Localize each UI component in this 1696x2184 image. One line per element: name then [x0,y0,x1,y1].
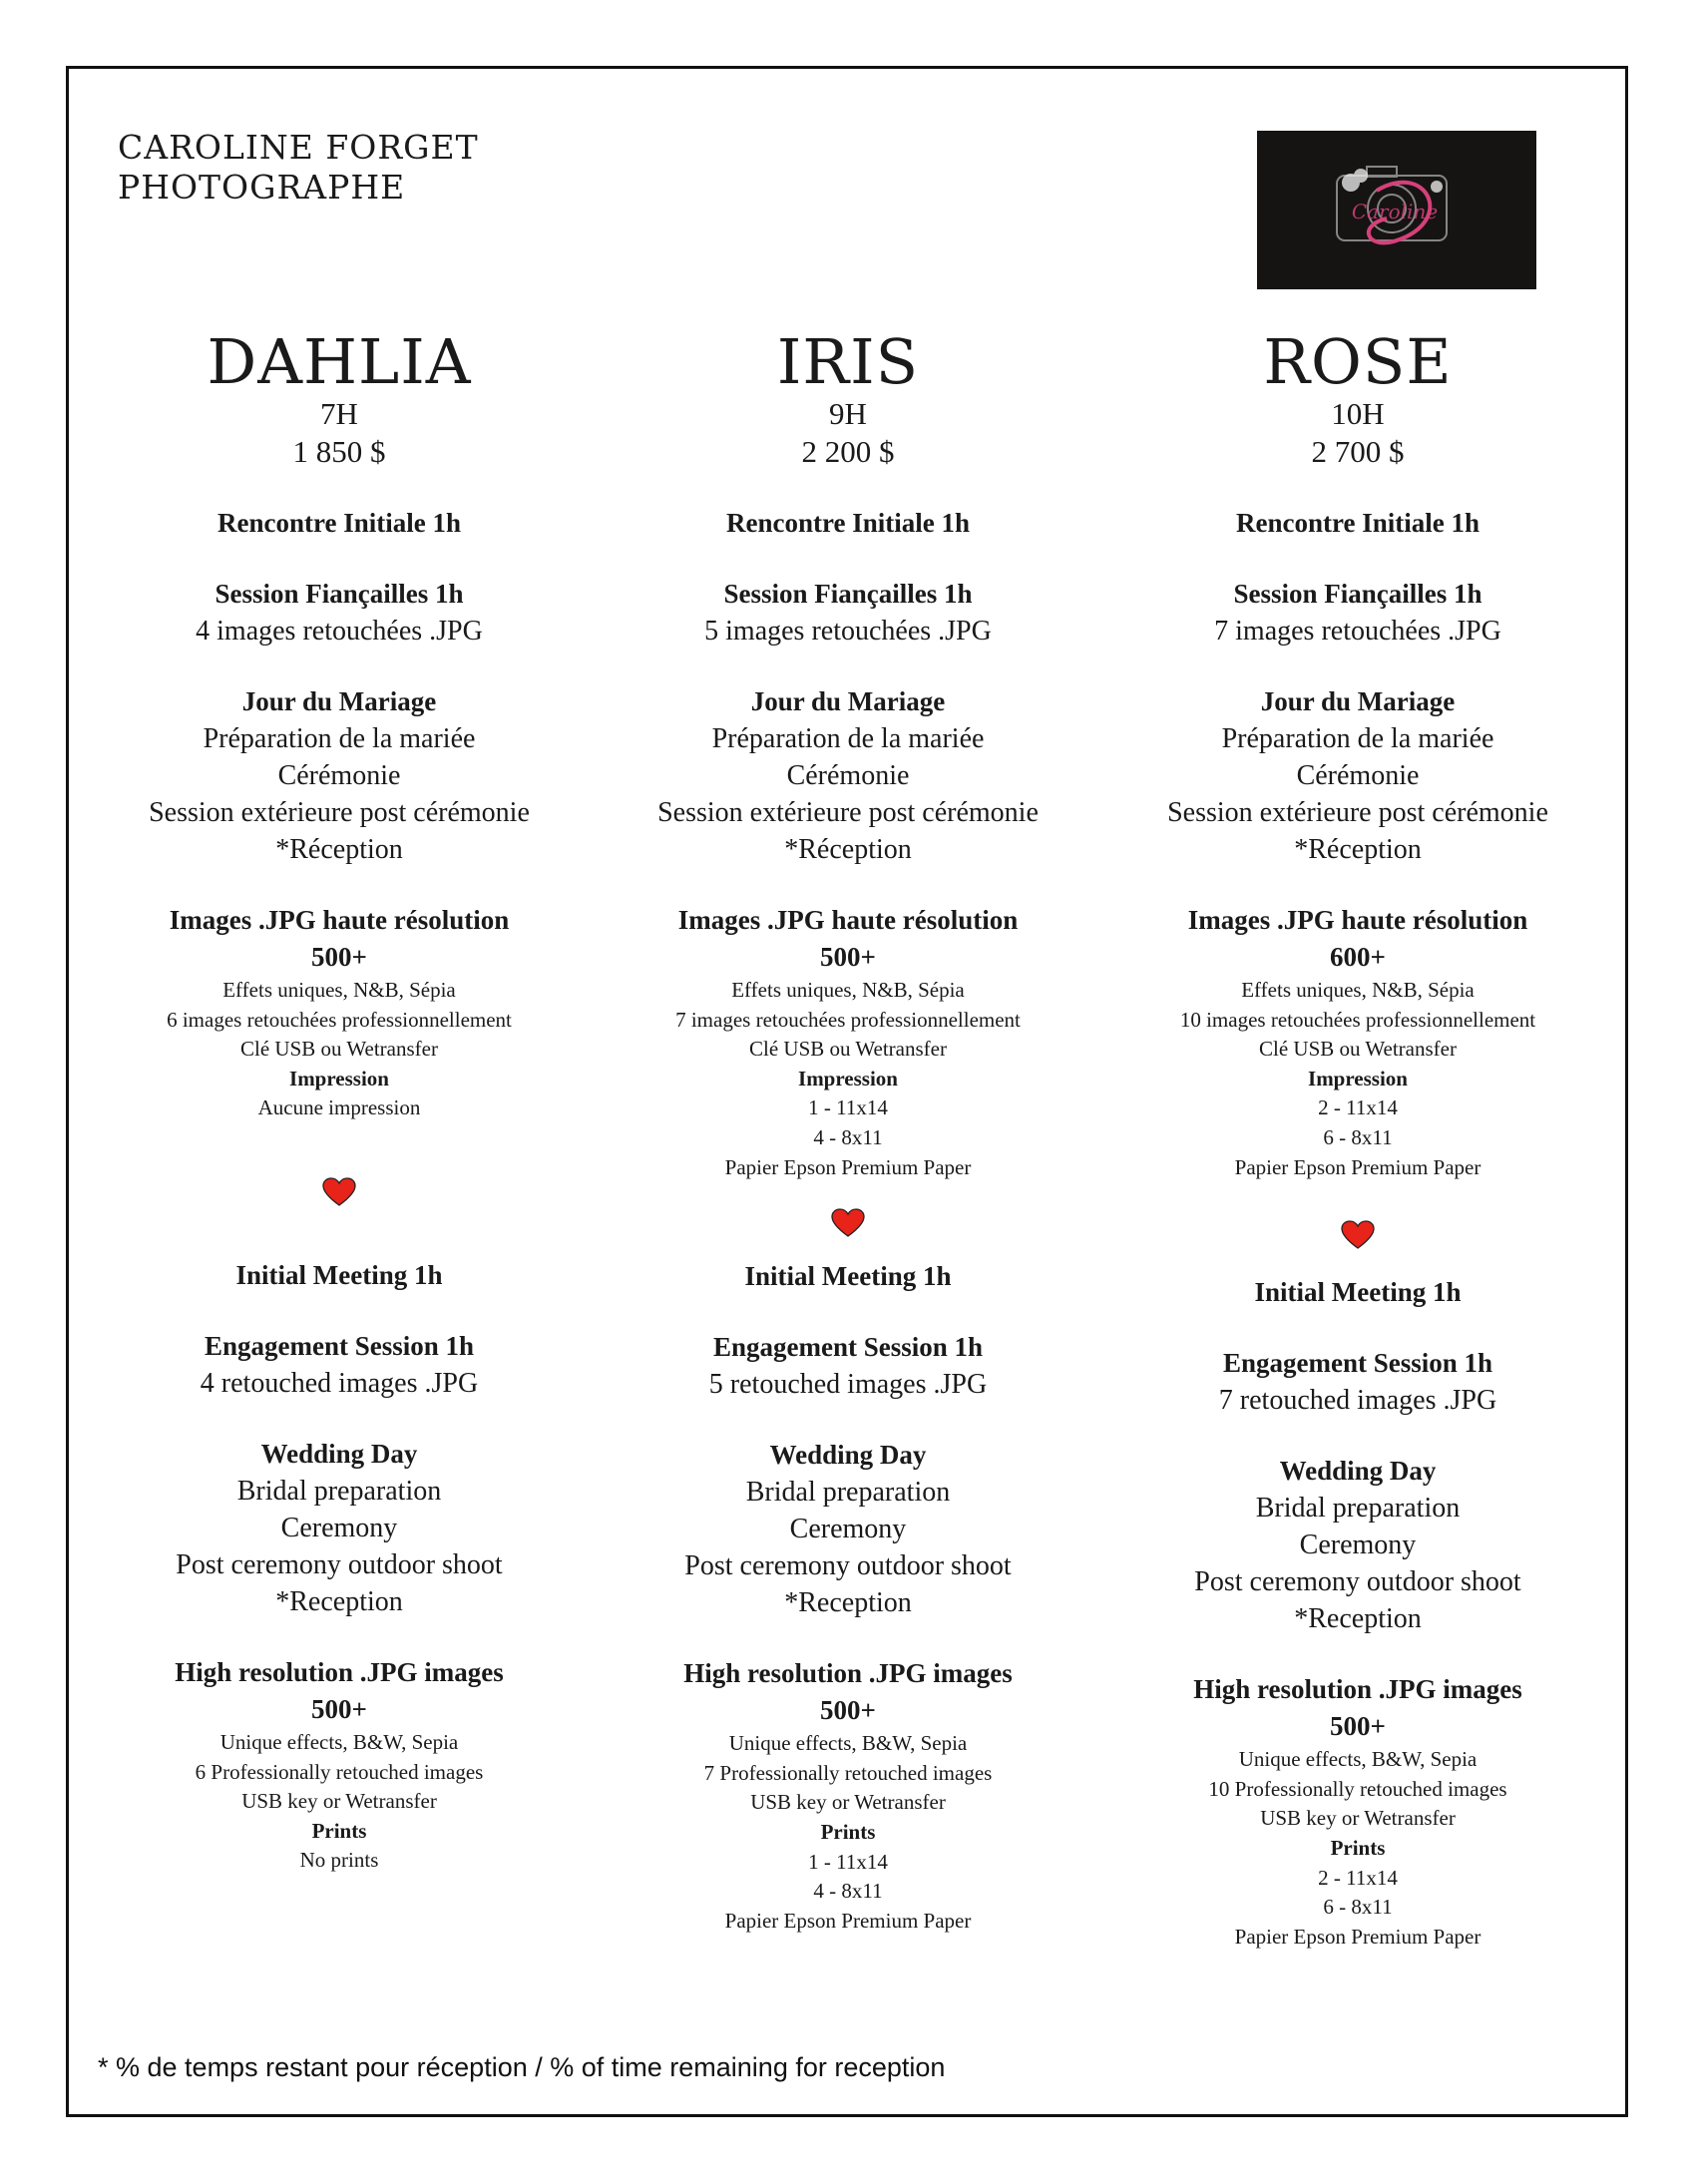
fr-print: 1 - 11x14 [808,1095,888,1120]
fr-images-title: Images .JPG haute résolution [1187,905,1528,935]
en-detail: USB key or Wetransfer [1260,1806,1456,1831]
fr-day-item: Session extérieure post cérémonie [657,797,1039,828]
fr-print: Papier Epson Premium Paper [1234,1154,1482,1179]
en-print: 2 - 11x14 [1318,1865,1398,1890]
fr-day-item: Préparation de la mariée [203,723,476,754]
en-detail: Unique effects, B&W, Sepia [219,1729,459,1754]
en-engagement-images: 4 retouched images .JPG [200,1367,479,1399]
package-name: IRIS [776,325,920,398]
fr-detail: Effets uniques, N&B, Sépia [1241,978,1475,1002]
fr-detail: Effets uniques, N&B, Sépia [222,978,456,1002]
fr-day-title: Jour du Mariage [241,686,437,716]
package-price: 2 700 $ [1311,434,1405,469]
en-detail: Unique effects, B&W, Sepia [728,1731,968,1756]
en-detail: 7 Professionally retouched images [703,1760,993,1785]
fr-print-title: Impression [289,1066,389,1091]
heart-icon [60,1177,619,1207]
en-print: 6 - 8x11 [1323,1895,1393,1920]
en-meeting: Initial Meeting 1h [744,1261,952,1292]
fr-print-title: Impression [798,1066,898,1091]
fr-detail: Clé USB ou Wetransfer [749,1037,947,1062]
en-images-count: 500+ [311,1693,367,1724]
heart-icon [1078,1220,1637,1250]
heart-icon [569,1208,1127,1238]
en-day-item: Bridal preparation [745,1477,951,1509]
en-detail: Unique effects, B&W, Sepia [1238,1747,1478,1772]
fr-print: 4 - 8x11 [813,1124,883,1149]
fr-day-item: Préparation de la mariée [711,723,985,754]
en-detail: 10 Professionally retouched images [1208,1776,1507,1801]
package-dahlia [60,325,619,1876]
en-images-count: 500+ [1330,1711,1386,1742]
en-print: Papier Epson Premium Paper [724,1908,972,1933]
en-images-title: High resolution .JPG images [175,1656,504,1687]
en-detail: 6 Professionally retouched images [195,1759,484,1784]
svg-text:Caroline: Caroline [1351,200,1439,223]
fr-print-title: Impression [1308,1066,1408,1091]
en-images-count: 500+ [820,1695,876,1726]
fr-detail: 10 images retouchées professionnellement [1179,1007,1536,1032]
fr-engagement-title: Session Fiançailles 1h [214,579,464,609]
en-print-title: Prints [1330,1835,1386,1860]
fr-print: Aucune impression [257,1095,421,1120]
logo [1257,131,1536,289]
fr-day-item: *Réception [1294,834,1422,865]
brand-line-1: CAROLINE FORGET [118,128,479,167]
fr-day-title: Jour du Mariage [750,686,946,716]
fr-engagement-title: Session Fiançailles 1h [723,579,973,609]
package-hours: 7H [320,396,358,431]
en-detail: USB key or Wetransfer [241,1789,437,1814]
fr-detail: Effets uniques, N&B, Sépia [731,978,965,1002]
fr-engagement-title: Session Fiançailles 1h [1233,579,1483,609]
package-name: DAHLIA [207,325,472,398]
fr-images-title: Images .JPG haute résolution [169,905,510,935]
en-day-title: Wedding Day [260,1438,418,1469]
en-print: Papier Epson Premium Paper [1234,1924,1482,1949]
fr-detail: 6 images retouchées professionnellement [167,1007,512,1032]
footnote: * % de temps restant pour réception / % of time remaining for reception [98,2052,946,2082]
en-day-item: *Reception [1294,1603,1422,1635]
fr-print: Papier Epson Premium Paper [724,1154,972,1179]
package-hours: 10H [1331,396,1385,431]
en-day-item: *Reception [275,1585,403,1617]
package-iris [569,325,1127,1936]
fr-images-count: 600+ [1330,942,1386,972]
fr-print: 6 - 8x11 [1323,1124,1393,1149]
en-day-item: Post ceremony outdoor shoot [684,1550,1012,1582]
fr-detail: Clé USB ou Wetransfer [240,1037,438,1062]
en-print-title: Prints [311,1818,367,1843]
en-day-item: Ceremony [789,1514,907,1545]
en-day-title: Wedding Day [769,1440,927,1471]
en-print: 4 - 8x11 [813,1879,883,1904]
en-day-item: Bridal preparation [236,1475,442,1507]
en-day-item: Bridal preparation [1255,1493,1461,1525]
fr-meeting: Rencontre Initiale 1h [217,508,461,538]
package-hours: 9H [829,396,867,431]
en-images-title: High resolution .JPG images [1193,1674,1522,1705]
fr-day-item: Session extérieure post cérémonie [1167,797,1548,828]
fr-meeting: Rencontre Initiale 1h [1236,508,1480,538]
en-engagement-title: Engagement Session 1h [1222,1348,1493,1379]
en-day-title: Wedding Day [1279,1456,1437,1487]
en-day-item: Post ceremony outdoor shoot [1194,1566,1521,1598]
fr-meeting: Rencontre Initiale 1h [726,508,970,538]
en-meeting: Initial Meeting 1h [235,1259,443,1290]
package-rose [1078,325,1637,1952]
fr-engagement-images: 7 images retouchées .JPG [1214,616,1501,647]
fr-images-count: 500+ [820,942,876,972]
fr-images-count: 500+ [311,942,367,972]
en-images-title: High resolution .JPG images [683,1658,1013,1689]
fr-day-item: *Réception [784,834,912,865]
en-engagement-images: 7 retouched images .JPG [1218,1385,1497,1417]
package-price: 1 850 $ [292,434,386,469]
en-day-item: Ceremony [1299,1529,1417,1561]
en-engagement-title: Engagement Session 1h [204,1330,475,1361]
package-name: ROSE [1263,325,1453,398]
en-detail: USB key or Wetransfer [750,1790,946,1815]
en-print: No prints [299,1848,379,1873]
fr-day-item: *Réception [275,834,403,865]
package-price: 2 200 $ [801,434,895,469]
camera-logo-image [1257,131,1536,289]
en-engagement-images: 5 retouched images .JPG [708,1369,988,1401]
brand-line-2: PHOTOGRAPHE [118,168,406,207]
fr-day-title: Jour du Mariage [1260,686,1456,716]
fr-print: 2 - 11x14 [1318,1095,1398,1120]
brand-name [118,128,479,208]
fr-engagement-images: 4 images retouchées .JPG [196,616,483,647]
en-day-item: *Reception [784,1587,912,1619]
fr-detail: Clé USB ou Wetransfer [1259,1037,1457,1062]
fr-day-item: Cérémonie [1296,760,1420,791]
en-print: 1 - 11x14 [808,1849,888,1874]
fr-detail: 7 images retouchées professionnellement [675,1007,1021,1032]
fr-images-title: Images .JPG haute résolution [677,905,1019,935]
en-print-title: Prints [820,1819,876,1844]
en-day-item: Ceremony [280,1512,398,1543]
fr-day-item: Préparation de la mariée [1221,723,1494,754]
en-meeting: Initial Meeting 1h [1254,1277,1462,1308]
en-day-item: Post ceremony outdoor shoot [176,1548,503,1580]
en-engagement-title: Engagement Session 1h [712,1332,984,1363]
fr-day-item: Session extérieure post cérémonie [149,797,530,828]
fr-engagement-images: 5 images retouchées .JPG [704,616,992,647]
fr-day-item: Cérémonie [786,760,910,791]
fr-day-item: Cérémonie [277,760,401,791]
